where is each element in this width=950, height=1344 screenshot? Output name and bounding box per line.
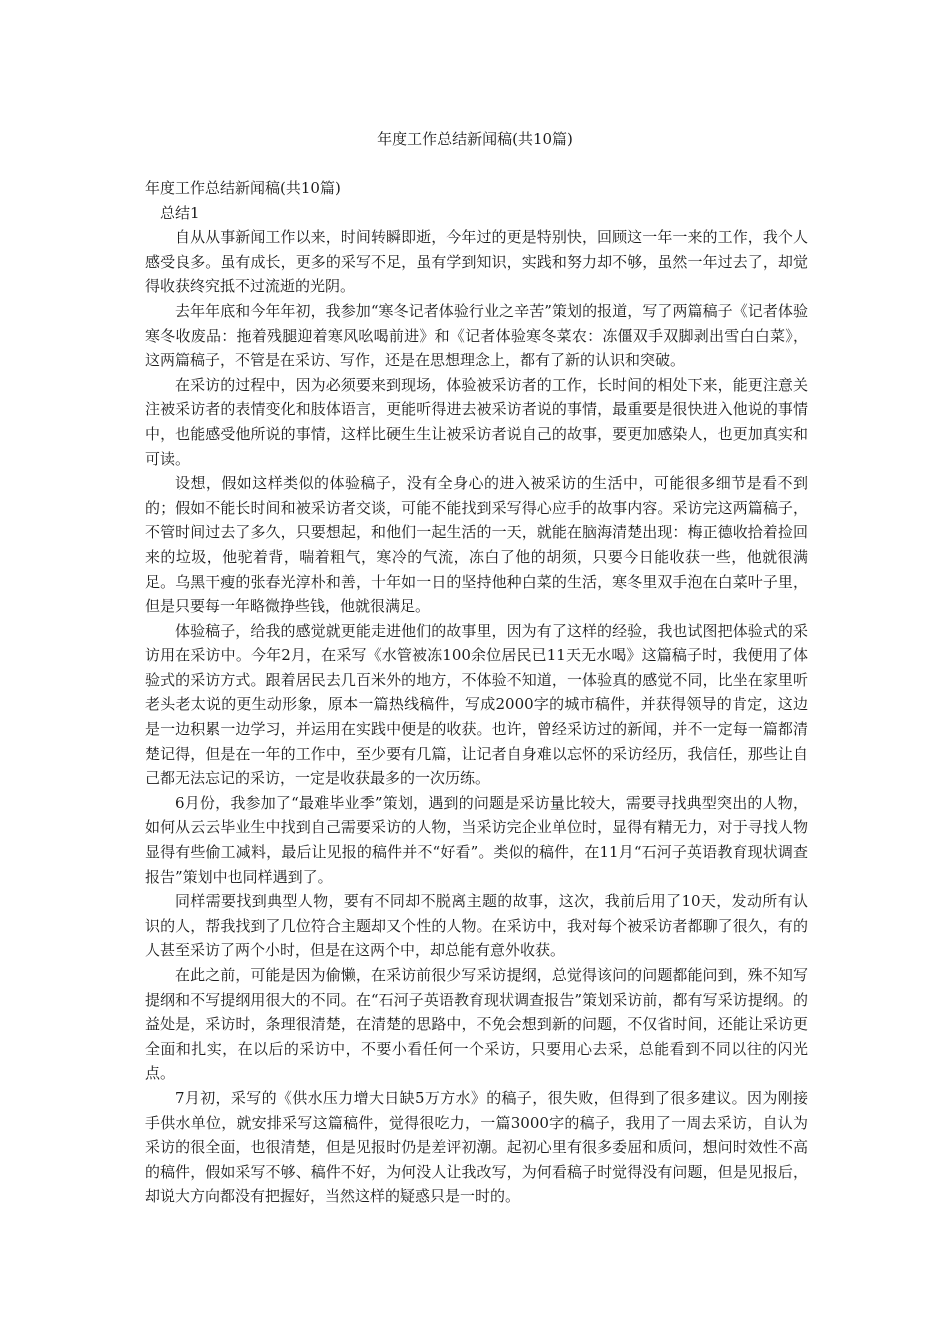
- section-label: 总结1: [160, 203, 200, 222]
- document-title: 年度工作总结新闻稿(共10篇): [377, 130, 573, 148]
- document-heading: 年度工作总结新闻稿(共10篇): [145, 179, 341, 197]
- paragraph: 自从从事新闻工作以来，时间转瞬即逝，今年过的更是特别快，回顾这一年一来的工作，我个人感受良多。虽有成长，更多的采写不足，虽有学到知识，实践和努力却不够，虽然一年过去了，却觉得收获终究抵不过流逝的光阴。: [145, 228, 808, 296]
- paragraph: 去年年底和今年年初，我参加“寒冬记者体验行业之辛苦”策划的报道，写了两篇稿子《记者体验寒冬收废品：拖着残腿迎着寒风吆喝前进》和《记者体验寒冬菜农：冻僵双手双脚剥出雪白白菜》，这两篇稿子，不管是在采访、写作，还是在思想理念上，都有了新的认识和突破。: [145, 301, 808, 370]
- paragraph: 设想，假如这样类似的体验稿子，没有全身心的进入被采访的生活中，可能很多细节是看不到的；假如不能长时间和被采访者交谈，可能不能找到采写得心应手的故事内容。采访完这两篇稿子，不管时间过去了多久，只要想起，和他们一起生活的一天，就能在脑海清楚出现：梅正德收拾着捡回来的垃圾，他驼着背，喘着粗气，寒冷的气流，冻白了他的胡须，只要今日能收获一些，他就很满足。乌黑干瘦的张春光淳朴和善，十年如一日的坚持他种白菜的生活，寒冬里双手泡在白菜叶子里，但是只要每一年略微挣些钱，他就很满足。: [145, 474, 808, 616]
- paragraph: 在此之前，可能是因为偷懒，在采访前很少写采访提纲，总觉得该问的问题都能问到，殊不知写提纲和不写提纲用很大的不同。在“石河子英语教育现状调查报告”策划采访前，都有写采访提纲。的益处是，采访时，条理很清楚，在清楚的思路中，不免会想到新的问题，不仅省时间，还能让采访更全面和扎实，在以后的采访中，不要小看任何一个采访，只要用心去采，总能看到不同以往的闪光点。: [145, 966, 808, 1083]
- paragraph: 6月份，我参加了“最难毕业季”策划，遇到的问题是采访量比较大，需要寻找典型突出的人物，如何从云云毕业生中找到自己需要采访的人物，当采访完企业单位时，显得有精无力，对于寻找人物显得有些偷工减料，最后让见报的稿件并不“好看”。类似的稿件，在11月“石河子英语教育现状调查报告”策划中也同样遇到了。: [145, 793, 808, 886]
- paragraph: 同样需要找到典型人物，要有不同却不脱离主题的故事，这次，我前后用了10天，发动所有认识的人，帮我找到了几位符合主题却又个性的人物。在采访中，我对每个被采访者都聊了很久，有的人甚至采访了两个小时，但是在这两个中，却总能有意外收获。: [145, 892, 808, 960]
- paragraph: 体验稿子，给我的感觉就更能走进他们的故事里，因为有了这样的经验，我也试图把体验式的采访用在采访中。今年2月，在采写《水管被冻100余位居民已11天无水喝》这篇稿子时，我便用了体验式的采访方式。跟着居民去几百米外的地方，不体验不知道，一体验真的感觉不同，比坐在家里听老头老太说的更生动形象，原本一篇热线稿件，写成2000字的城市稿件，并获得领导的肯定，这边是一边积累一边学习，并运用在实践中便是的收获。也许，曾经采访过的新闻，并不一定每一篇都清楚记得，但是在一年的工作中，至少要有几篇，让记者自身难以忘怀的采访经历，我信任，那些让自己都无法忘记的采访，一定是收获最多的一次历练。: [145, 621, 808, 788]
- paragraph: 在采访的过程中，因为必须要来到现场，体验被采访者的工作，长时间的相处下来，能更注意关注被采访者的表情变化和肢体语言，更能听得进去被采访者说的事情，最重要是很快进入他说的事情中，也能感受他所说的事情，这样比硬生生让被采访者说自己的故事，要更加感染人，也更加真实和可读。: [145, 375, 808, 468]
- paragraph: 7月初，采写的《供水压力增大日缺5万方水》的稿子，很失败，但得到了很多建议。因为刚接手供水单位，就安排采写这篇稿件，觉得很吃力，一篇3000字的稿子，我用了一周去采访，自认为采访的很全面，也很清楚，但是见报时仍是差评初潮。起初心里有很多委屈和质问，想问时效性不高的稿件，假如采写不够、稿件不好，为何没人让我改写，为何看稿子时觉得没有问题，但是见报后，却说大方向都没有把握好，当然这样的疑惑只是一时的。: [145, 1088, 808, 1206]
- document-body: [145, 176, 808, 1209]
